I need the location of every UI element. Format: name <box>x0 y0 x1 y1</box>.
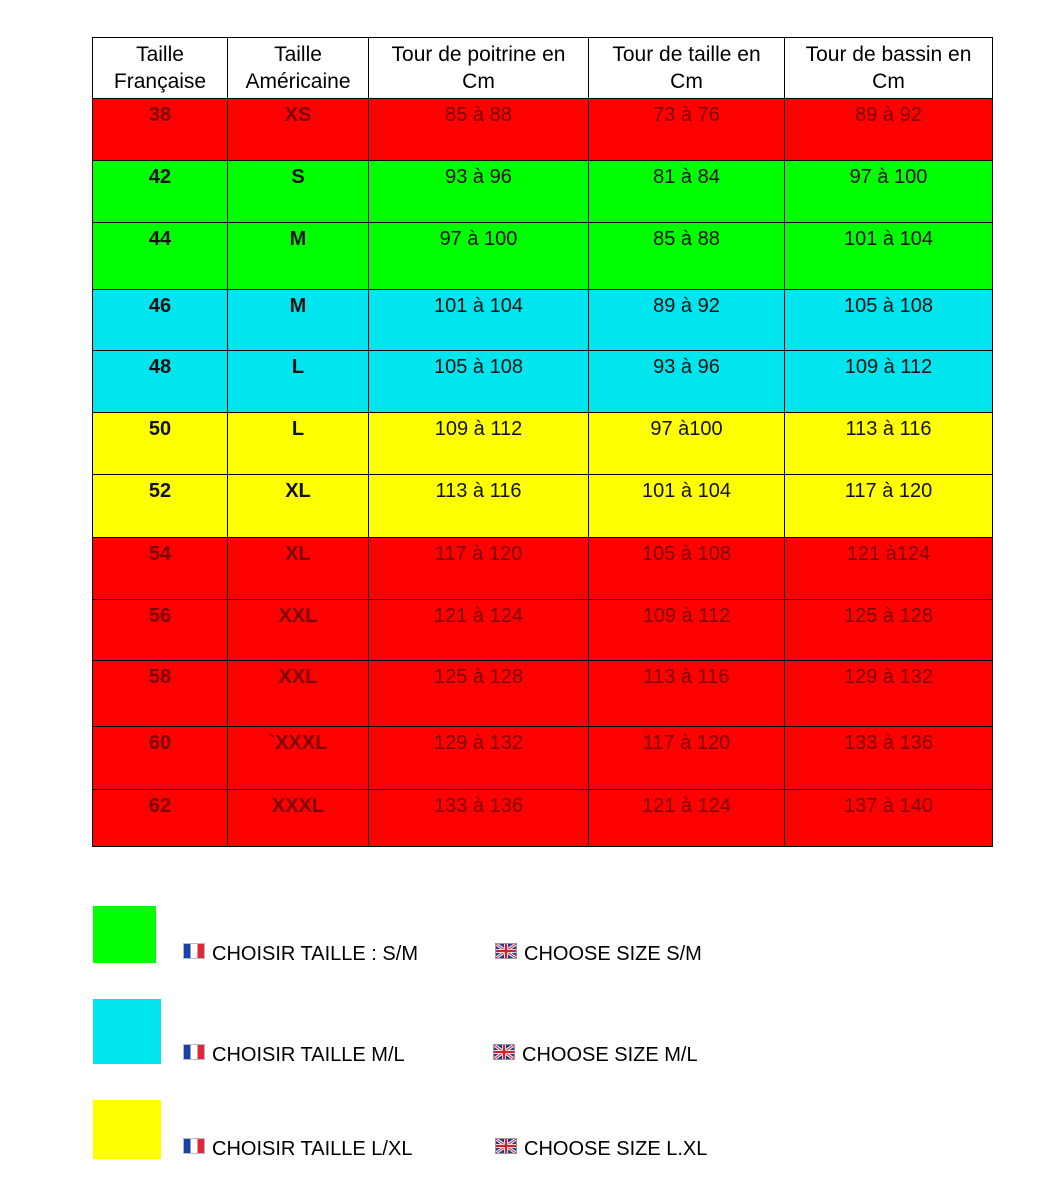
hip-cell: 105 à 108 <box>785 290 993 351</box>
french-size-cell: 56 <box>93 600 228 661</box>
table-row <box>93 475 993 538</box>
waist-cell: 113 à 116 <box>589 661 785 727</box>
us-size-cell: XXL <box>228 661 369 727</box>
header-line: Cm <box>462 70 495 93</box>
chest-cell: 97 à 100 <box>369 223 589 290</box>
legend-en-text-green <box>495 943 702 966</box>
french-size-cell: 54 <box>93 538 228 600</box>
legend-label: CHOISIR TAILLE M/L <box>212 1044 405 1066</box>
waist-cell: 101 à 104 <box>589 475 785 538</box>
header-line: Française <box>113 70 207 93</box>
french-size-cell: 58 <box>93 661 228 727</box>
header-tour-de-taille <box>589 38 785 99</box>
chest-cell: 101 à 104 <box>369 290 589 351</box>
us-size-cell: XL <box>228 475 369 538</box>
legend-swatch-cyan <box>93 999 161 1064</box>
us-size-cell: M <box>228 290 369 351</box>
legend-label: CHOISIR TAILLE : S/M <box>212 943 418 965</box>
waist-cell: 89 à 92 <box>589 290 785 351</box>
legend-swatch-yellow <box>93 1100 161 1159</box>
table-row <box>93 290 993 351</box>
uk-flag-icon <box>495 1138 517 1154</box>
header-line: Cm <box>872 70 905 93</box>
french-flag-icon <box>183 1044 205 1060</box>
header-taille-americaine <box>228 38 369 99</box>
legend-fr-text-cyan <box>183 1044 405 1067</box>
uk-flag-icon <box>493 1044 515 1060</box>
hip-cell: 117 à 120 <box>785 475 993 538</box>
table-row <box>93 790 993 847</box>
header-line: Tour de bassin en <box>805 43 972 66</box>
table-header-row <box>93 38 993 99</box>
hip-cell: 133 à 136 <box>785 727 993 790</box>
us-size-cell: XL <box>228 538 369 600</box>
legend-en-text-yellow <box>495 1138 707 1161</box>
french-flag-icon <box>183 1138 205 1154</box>
chest-cell: 113 à 116 <box>369 475 589 538</box>
legend-label: CHOOSE SIZE L.XL <box>524 1138 708 1160</box>
hip-cell: 101 à 104 <box>785 223 993 290</box>
chest-cell: 85 à 88 <box>369 99 589 161</box>
header-line: Tour de poitrine en <box>391 43 566 66</box>
table-row <box>93 661 993 727</box>
chest-cell: 121 à 124 <box>369 600 589 661</box>
chest-cell: 133 à 136 <box>369 790 589 847</box>
hip-cell: 125 à 128 <box>785 600 993 661</box>
chest-cell: 105 à 108 <box>369 351 589 413</box>
uk-flag-icon <box>495 943 517 959</box>
waist-cell: 97 à100 <box>589 413 785 475</box>
waist-cell: 121 à 124 <box>589 790 785 847</box>
header-tour-de-bassin <box>785 38 993 99</box>
french-flag-icon <box>183 943 205 959</box>
legend-en-text-cyan <box>493 1044 698 1067</box>
us-size-cell: L <box>228 351 369 413</box>
header-tour-de-poitrine <box>369 38 589 99</box>
header-line: Taille <box>136 43 184 66</box>
legend-swatch-green <box>93 906 156 963</box>
size-chart-table <box>92 37 993 847</box>
waist-cell: 85 à 88 <box>589 223 785 290</box>
legend-label: CHOOSE SIZE M/L <box>522 1044 698 1066</box>
waist-cell: 73 à 76 <box>589 99 785 161</box>
us-size-cell: L <box>228 413 369 475</box>
hip-cell: 113 à 116 <box>785 413 993 475</box>
waist-cell: 109 à 112 <box>589 600 785 661</box>
table-row <box>93 727 993 790</box>
header-line: Taille <box>274 43 322 66</box>
french-size-cell: 62 <box>93 790 228 847</box>
table-row <box>93 538 993 600</box>
chest-cell: 125 à 128 <box>369 661 589 727</box>
french-size-cell: 44 <box>93 223 228 290</box>
us-size-cell: M <box>228 223 369 290</box>
header-line: Tour de taille en <box>612 43 761 66</box>
us-size-cell: `XXXL <box>228 727 369 790</box>
waist-cell: 117 à 120 <box>589 727 785 790</box>
waist-cell: 93 à 96 <box>589 351 785 413</box>
chest-cell: 129 à 132 <box>369 727 589 790</box>
hip-cell: 129 à 132 <box>785 661 993 727</box>
table-row <box>93 600 993 661</box>
header-line: Américaine <box>245 70 351 93</box>
hip-cell: 89 à 92 <box>785 99 993 161</box>
french-size-cell: 38 <box>93 99 228 161</box>
us-size-cell: S <box>228 161 369 223</box>
chest-cell: 117 à 120 <box>369 538 589 600</box>
table-row <box>93 99 993 161</box>
table-row <box>93 351 993 413</box>
french-size-cell: 60 <box>93 727 228 790</box>
table-row <box>93 413 993 475</box>
french-size-cell: 50 <box>93 413 228 475</box>
french-size-cell: 46 <box>93 290 228 351</box>
hip-cell: 121 à124 <box>785 538 993 600</box>
hip-cell: 137 à 140 <box>785 790 993 847</box>
french-size-cell: 52 <box>93 475 228 538</box>
waist-cell: 105 à 108 <box>589 538 785 600</box>
chest-cell: 109 à 112 <box>369 413 589 475</box>
us-size-cell: XXL <box>228 600 369 661</box>
legend-label: CHOISIR TAILLE L/XL <box>212 1138 413 1160</box>
table-row <box>93 161 993 223</box>
us-size-cell: XS <box>228 99 369 161</box>
us-size-cell: XXXL <box>228 790 369 847</box>
header-line: Cm <box>670 70 703 93</box>
hip-cell: 109 à 112 <box>785 351 993 413</box>
french-size-cell: 48 <box>93 351 228 413</box>
chest-cell: 93 à 96 <box>369 161 589 223</box>
table-row <box>93 223 993 290</box>
french-size-cell: 42 <box>93 161 228 223</box>
legend-label: CHOOSE SIZE S/M <box>524 943 702 965</box>
header-taille-francaise <box>93 38 228 99</box>
legend-fr-text-yellow <box>183 1138 412 1161</box>
table-body <box>93 99 993 847</box>
waist-cell: 81 à 84 <box>589 161 785 223</box>
hip-cell: 97 à 100 <box>785 161 993 223</box>
legend-fr-text-green <box>183 943 418 966</box>
